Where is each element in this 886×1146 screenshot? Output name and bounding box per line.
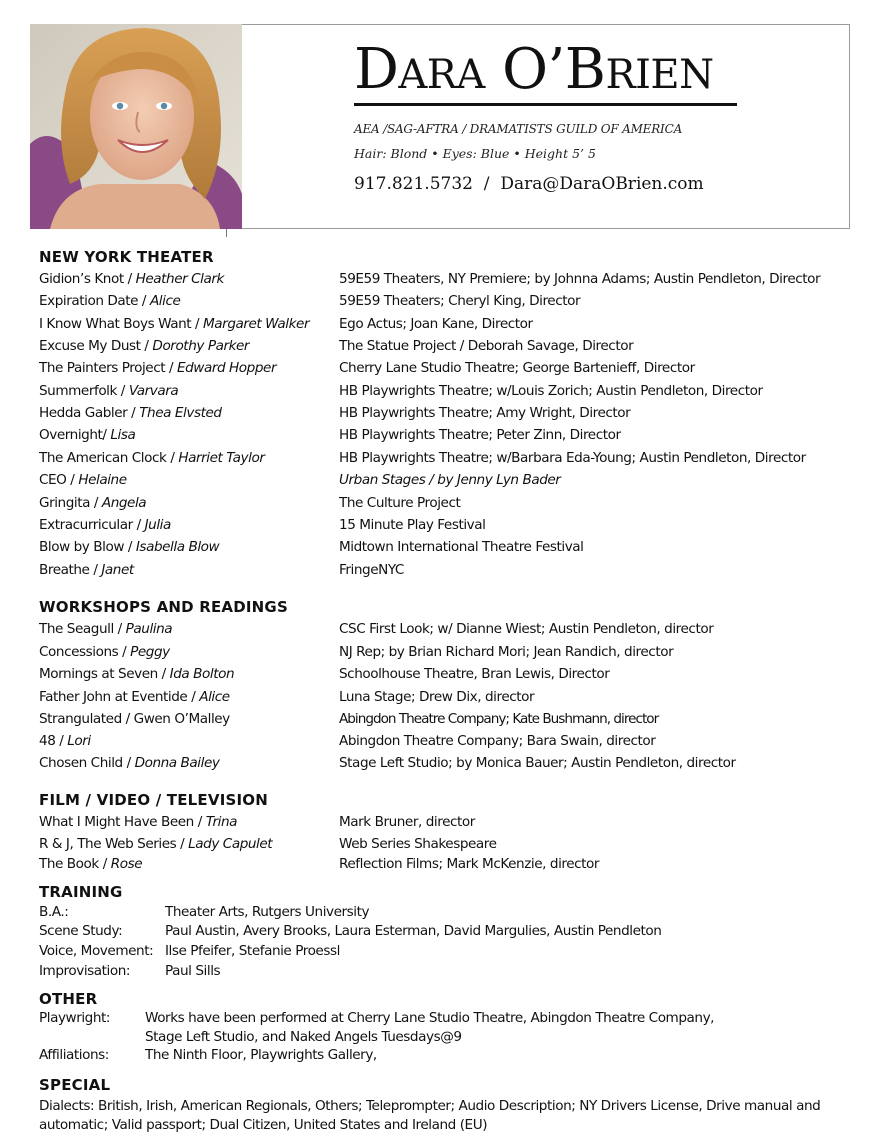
special-skills-text: Dialects: British, Irish, American Regionals, Others; Teleprompter; Audio Description; NY Drivers License, Drive manual and automatic; Valid passport; Dual Citizen, United States and Ireland (EU) — [39, 1098, 821, 1133]
section-title-other: OTHER — [39, 990, 98, 1008]
training-row: Scene Study: Paul Austin, Avery Brooks, Laura Esterman, David Margulies, Austin Pendleton — [39, 923, 662, 939]
playwright-row: Playwright: Works have been performed at Cherry Lane Studio Theatre, Abingdon Theatre Company, Stage Left Studio, and Naked Angels Tuesdays@9 — [39, 1010, 715, 1045]
credit-row: Extracurricular / Julia 15 Minute Play Festival — [39, 517, 486, 533]
credit-row: Hedda Gabler / Thea Elvsted HB Playwrights Theatre; Amy Wright, Director — [39, 405, 631, 421]
training-row: Voice, Movement: Ilse Pfeifer, Stefanie Proessl — [39, 943, 340, 959]
credit-row: Breathe / Janet FringeNYC — [39, 562, 404, 578]
contact-line — [354, 174, 704, 194]
credit-row: Gidion’s Knot / Heather Clark 59E59 Theaters, NY Premiere; by Johnna Adams; Austin Pendleton, Director — [39, 271, 821, 287]
credit-row: Mornings at Seven / Ida Bolton Schoolhouse Theatre, Bran Lewis, Director — [39, 666, 610, 682]
section-title-new-york-theater: NEW YORK THEATER — [39, 248, 214, 266]
credit-row: Concessions / Peggy NJ Rep; by Brian Richard Mori; Jean Randich, director — [39, 644, 674, 660]
credit-row: What I Might Have Been / Trina Mark Bruner, director — [39, 814, 475, 830]
name-underline — [354, 103, 737, 106]
credit-row: Excuse My Dust / Dorothy Parker The Statue Project / Deborah Savage, Director — [39, 338, 634, 354]
training-row: Improvisation: Paul Sills — [39, 963, 221, 979]
credit-row: Chosen Child / Donna Bailey Stage Left Studio; by Monica Bauer; Austin Pendleton, director — [39, 755, 736, 771]
credit-row: Expiration Date / Alice 59E59 Theaters; Cheryl King, Director — [39, 293, 581, 309]
contact-separator: / — [483, 174, 490, 194]
union-affiliations: AEA /SAG-AFTRA / DRAMATISTS GUILD OF AMERICA — [354, 122, 683, 136]
section-title-training: TRAINING — [39, 883, 123, 901]
credit-row: Strangulated / Gwen O’Malley Abingdon Theatre Company; Kate Bushmann, director — [39, 711, 659, 727]
credit-row: 48 / Lori Abingdon Theatre Company; Bara Swain, director — [39, 733, 656, 749]
section-title-special: SPECIAL — [39, 1076, 111, 1094]
credit-row: R & J, The Web Series / Lady Capulet Web Series Shakespeare — [39, 836, 497, 852]
section-title-workshops: WORKSHOPS AND READINGS — [39, 598, 288, 616]
credit-row: The Book / Rose Reflection Films; Mark McKenzie, director — [39, 856, 600, 872]
headshot-photo — [30, 24, 242, 229]
credit-row: I Know What Boys Want / Margaret Walker Ego Actus; Joan Kane, Director — [39, 316, 533, 332]
physical-stats: Hair: Blond • Eyes: Blue • Height 5’ 5 — [354, 146, 596, 161]
section-title-film: FILM / VIDEO / TELEVISION — [39, 791, 268, 809]
email-link[interactable]: Dara@DaraOBrien.com — [500, 174, 704, 194]
credit-row: Overnight/ Lisa HB Playwrights Theatre; Peter Zinn, Director — [39, 427, 621, 443]
credit-row: Gringita / Angela The Culture Project — [39, 495, 461, 511]
resume-name: DARA O’BRIEN — [354, 37, 714, 102]
credit-row: The Seagull / Paulina CSC First Look; w/ Dianne Wiest; Austin Pendleton, director — [39, 621, 714, 637]
training-row: B.A.: Theater Arts, Rutgers University — [39, 904, 370, 920]
divider-tick — [226, 229, 227, 237]
credit-row: Blow by Blow / Isabella Blow Midtown International Theatre Festival — [39, 539, 584, 555]
credit-row: CEO / Helaine Urban Stages / by Jenny Lyn Bader — [39, 472, 561, 488]
credit-row: The Painters Project / Edward Hopper Cherry Lane Studio Theatre; George Bartenieff, Director — [39, 360, 695, 376]
affiliations-row: Affiliations: The Ninth Floor, Playwrights Gallery, — [39, 1047, 377, 1063]
credit-row: Father John at Eventide / Alice Luna Stage; Drew Dix, director — [39, 689, 535, 705]
phone-number: 917.821.5732 — [354, 174, 473, 194]
credit-row: The American Clock / Harriet Taylor HB Playwrights Theatre; w/Barbara Eda-Young; Austin Pendleton, Director — [39, 450, 806, 466]
credit-row: Summerfolk / Varvara HB Playwrights Theatre; w/Louis Zorich; Austin Pendleton, Director — [39, 383, 763, 399]
